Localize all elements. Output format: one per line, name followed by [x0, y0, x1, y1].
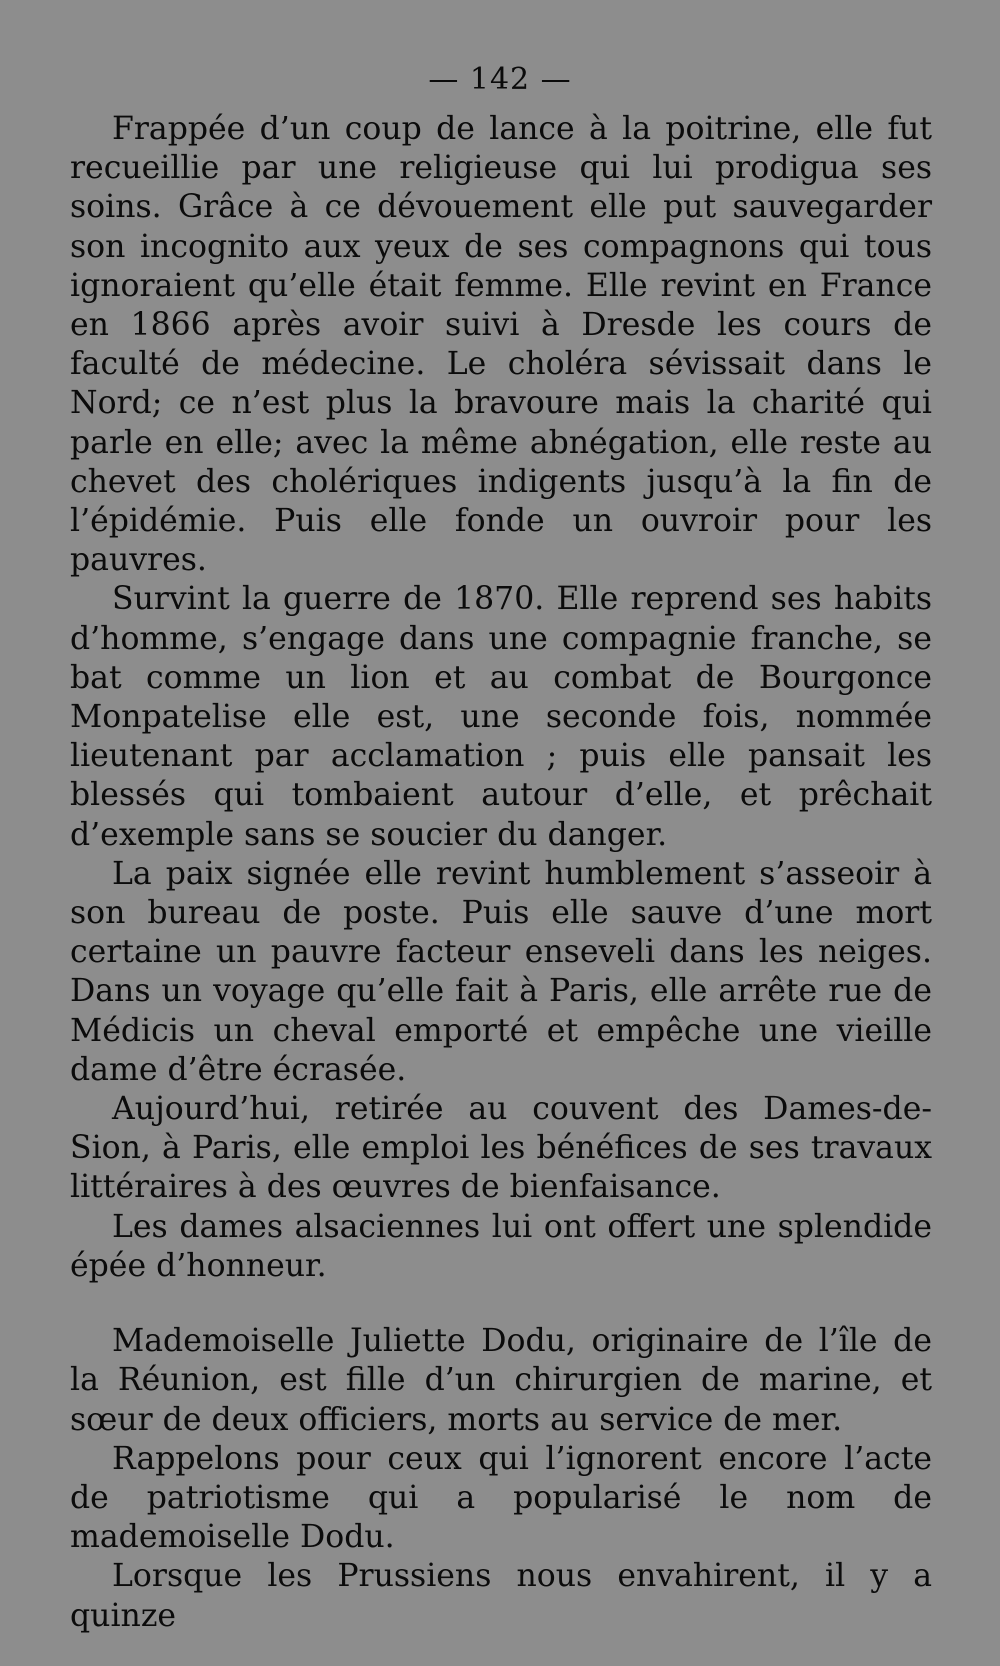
section-break — [70, 1286, 932, 1322]
paragraph-5: Les dames alsaciennes lui ont offert une splendide épée d’honneur. — [70, 1208, 932, 1284]
paragraph-2: Survint la guerre de 1870. Elle reprend ses habits d’homme, s’engage dans une compagnie franche, se bat comme un lion et au combat de Bourgonce Monpatelise elle est, une seconde fois, nommée lieutenant par acclamation ; puis elle pansait les blessés qui tombaient autour d’elle, et prêchait d’exemple sans se soucier du danger. — [70, 581, 932, 853]
paragraph-6: Mademoiselle Juliette Dodu, originaire de l’île de la Réunion, est fille d’un chirurgien de marine, et sœur de deux officiers, morts au service de mer. — [70, 1323, 932, 1438]
paragraph-8: Lorsque les Prussiens nous envahirent, il y a quinze — [70, 1558, 932, 1634]
paragraph-3: La paix signée elle revint humblement s’asseoir à son bureau de poste. Puis elle sauve d’une mort certaine un pauvre facteur enseveli dans les neiges. Dans un voyage qu’elle fait à Paris, elle arrête rue de Médicis un cheval emporté et empêche une vieille dame d’être écrasée. — [70, 855, 932, 1088]
page-number: — 142 — — [428, 62, 572, 97]
paragraph-1: Frappée d’un coup de lance à la poitrine, elle fut recueillie par une religieuse qui lui prodigua ses soins. Grâce à ce dévouement elle put sauvegarder son incognito aux yeux de ses compagnons qui tous ignoraient qu’elle était femme. Elle revint en France en 1866 après avoir suivi à Dresde les cours de faculté de médecine. Le choléra sévissait dans le Nord; ce n’est plus la bravoure mais la charité qui parle en elle; avec la même abnégation, elle reste au chevet des cholériques indigents jusqu’à la fin de l’épidémie. Puis elle fonde un ouvroir pour les pauvres. — [70, 111, 932, 579]
paragraph-4: Aujourd’hui, retirée au couvent des Dames-de-Sion, à Paris, elle emploi les bénéfices de ses travaux littéraires à des œuvres de bienfaisance. — [70, 1091, 932, 1206]
body-text — [70, 110, 932, 1636]
paragraph-7: Rappelons pour ceux qui l’ignorent encore l’acte de patriotisme qui a popularisé le nom de mademoiselle Dodu. — [70, 1440, 932, 1556]
